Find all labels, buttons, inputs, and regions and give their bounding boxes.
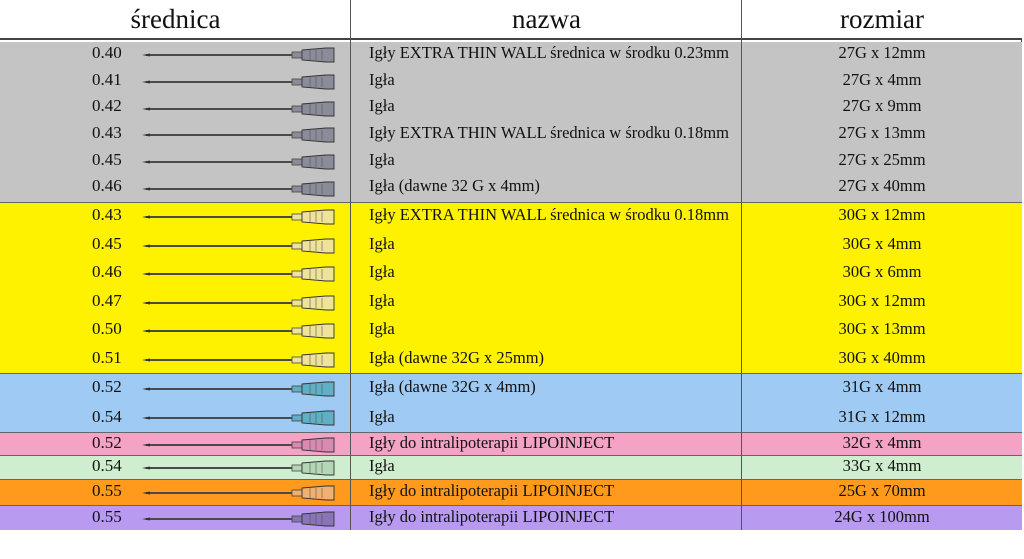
needle-icon (142, 459, 342, 477)
row-group-purple (0, 505, 1022, 530)
table-row (0, 149, 1022, 176)
name-cell: Igła (dawne 32G x 25mm) (369, 347, 545, 367)
needle-icon (142, 436, 342, 454)
name-cell: Igła (369, 233, 395, 253)
needle-icon (142, 322, 342, 340)
header-diameter: średnica (130, 4, 221, 34)
needle-icon (142, 73, 342, 91)
size-cell: 30G x 4mm (842, 233, 922, 253)
size-cell: 27G x 4mm (842, 69, 922, 89)
diameter-cell: 0.41 (92, 69, 122, 89)
name-cell: Igła (369, 290, 395, 310)
name-cell: Igły EXTRA THIN WALL średnica w środku 0.23mm (369, 43, 729, 62)
table-row (0, 346, 1022, 375)
table-row (0, 260, 1022, 289)
name-cell: Igły do intralipoterapii LIPOINJECT (369, 481, 615, 500)
needle-icon (142, 510, 342, 528)
needle-icon (142, 237, 342, 255)
name-cell: Igła (369, 406, 395, 426)
table-row (0, 42, 1022, 69)
needle-icon (142, 126, 342, 144)
name-cell: Igła (369, 149, 395, 169)
name-cell: Igły EXTRA THIN WALL średnica w środku 0.18mm (369, 205, 729, 224)
size-cell: 27G x 12mm (838, 43, 926, 62)
diameter-cell: 0.55 (92, 481, 122, 500)
size-cell: 30G x 12mm (838, 205, 926, 224)
table-row (0, 433, 1022, 456)
diameter-cell: 0.42 (92, 96, 122, 116)
name-cell: Igły do intralipoterapii LIPOINJECT (369, 433, 615, 452)
size-cell: 31G x 4mm (842, 377, 922, 396)
size-cell: 30G x 13mm (838, 319, 926, 338)
row-group-gray (0, 42, 1022, 202)
name-cell: Igła (369, 262, 395, 281)
table-row (0, 232, 1022, 261)
name-cell: Igły do intralipoterapii LIPOINJECT (369, 507, 615, 526)
row-group-blue (0, 373, 1022, 432)
needle-icon (142, 180, 342, 198)
table-row (0, 203, 1022, 232)
table-row (0, 289, 1022, 318)
size-cell: 27G x 13mm (838, 123, 926, 142)
header-size: rozmiar (840, 4, 924, 34)
name-cell: Igła (dawne 32G x 4mm) (369, 377, 536, 396)
row-group-pink (0, 432, 1022, 455)
size-cell: 27G x 40mm (838, 176, 926, 196)
name-cell: Igła (369, 69, 395, 89)
table-row (0, 480, 1022, 506)
name-cell: Igły EXTRA THIN WALL średnica w środku 0.18mm (369, 123, 729, 142)
header-name: nazwa (512, 4, 581, 34)
table-row (0, 374, 1022, 404)
size-cell: 30G x 40mm (838, 347, 926, 367)
table-row (0, 95, 1022, 122)
table-row (0, 175, 1022, 202)
diameter-cell: 0.47 (92, 290, 122, 310)
table-row (0, 317, 1022, 346)
diameter-cell: 0.52 (92, 377, 122, 396)
diameter-cell: 0.40 (92, 43, 122, 62)
row-group-mint (0, 455, 1022, 479)
row-group-orange (0, 479, 1022, 505)
column-divider (741, 0, 742, 530)
needle-icon (142, 294, 342, 312)
table-row (0, 456, 1022, 480)
table-header (0, 0, 1022, 40)
needle-icon (142, 351, 342, 369)
size-cell: 27G x 25mm (838, 149, 926, 169)
table-row (0, 69, 1022, 96)
diameter-cell: 0.51 (92, 347, 122, 367)
diameter-cell: 0.54 (92, 456, 122, 475)
needle-icon (142, 46, 342, 64)
size-cell: 27G x 9mm (842, 96, 922, 116)
needle-icon (142, 409, 342, 427)
row-group-yellow (0, 202, 1022, 373)
name-cell: Igła (369, 319, 395, 338)
table-row (0, 404, 1022, 434)
column-divider (350, 0, 351, 530)
needle-icon (142, 265, 342, 283)
diameter-cell: 0.45 (92, 149, 122, 169)
needle-icon (142, 100, 342, 118)
diameter-cell: 0.46 (92, 262, 122, 281)
name-cell: Igła (369, 96, 395, 116)
size-cell: 25G x 70mm (838, 481, 926, 500)
diameter-cell: 0.43 (92, 205, 122, 224)
diameter-cell: 0.46 (92, 176, 122, 196)
table-row (0, 122, 1022, 149)
diameter-cell: 0.55 (92, 507, 122, 526)
size-cell: 30G x 6mm (842, 262, 922, 281)
size-cell: 31G x 12mm (838, 406, 926, 426)
diameter-cell: 0.54 (92, 406, 122, 426)
name-cell: Igła (dawne 32 G x 4mm) (369, 176, 540, 196)
diameter-cell: 0.50 (92, 319, 122, 338)
diameter-cell: 0.52 (92, 433, 122, 452)
diameter-cell: 0.43 (92, 123, 122, 142)
size-cell: 32G x 4mm (842, 433, 922, 452)
needle-icon (142, 380, 342, 398)
table-row (0, 506, 1022, 531)
name-cell: Igła (369, 456, 395, 475)
needle-icon (142, 484, 342, 502)
needle-icon (142, 208, 342, 226)
diameter-cell: 0.45 (92, 233, 122, 253)
needle-icon (142, 153, 342, 171)
size-cell: 30G x 12mm (838, 290, 926, 310)
size-cell: 24G x 100mm (834, 507, 930, 526)
size-cell: 33G x 4mm (842, 456, 922, 475)
